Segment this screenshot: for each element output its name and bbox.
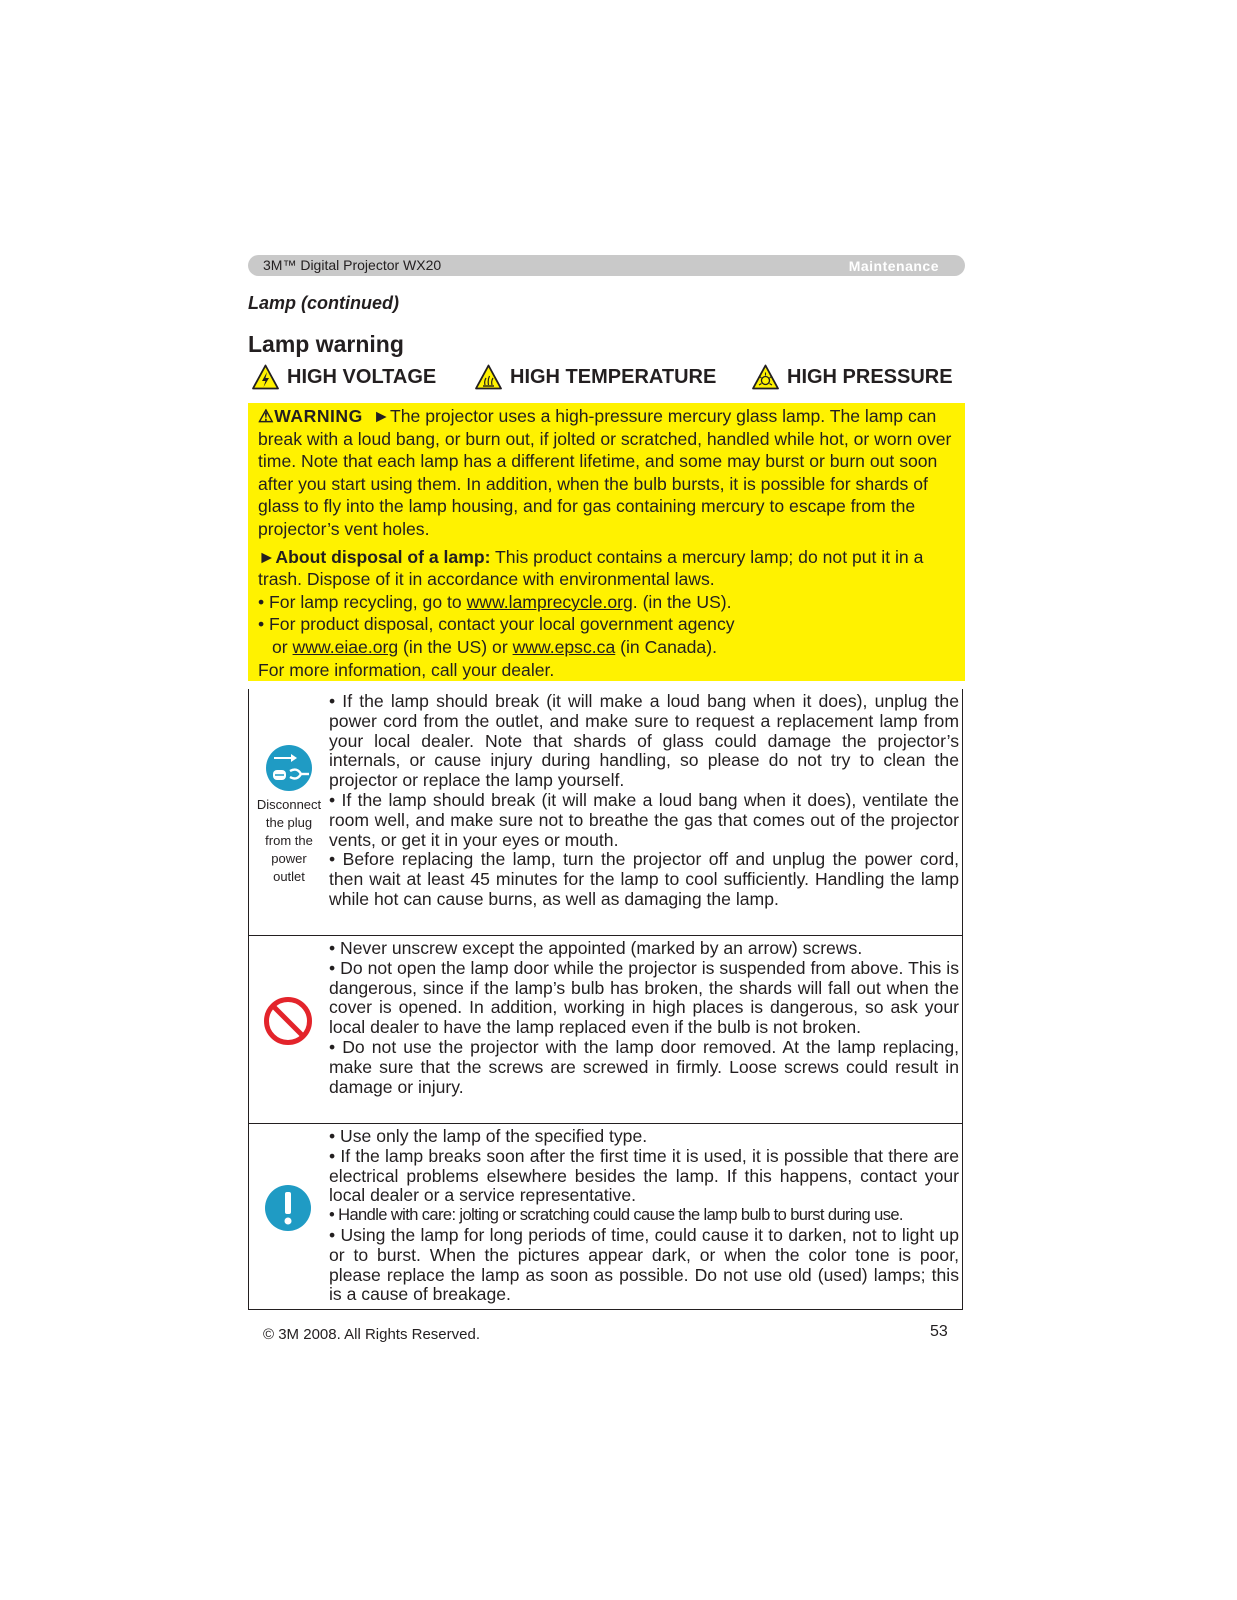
instructions-table	[248, 689, 963, 1310]
table-row-disconnect	[249, 689, 963, 936]
hazard-label: HIGH TEMPERATURE	[510, 365, 717, 388]
row-icon-cell	[249, 689, 329, 935]
row-text-cell	[329, 1127, 959, 1305]
eiae-link[interactable]: www.eiae.org	[292, 636, 399, 657]
disconnect-plug-icon	[265, 744, 313, 792]
disposal-label: ►About disposal of a lamp:	[258, 546, 491, 567]
list-item: • If the lamp breaks soon after the first time it is used, it is possible that there are electrical problems elsewhere besides the lamp. If this happens, contact your local dealer or a service representative.	[329, 1145, 959, 1206]
list-item: • Using the lamp for long periods of time, could cause it to darken, not to light up or to burst. When the pictures appear dark, or when the color tone is poor, please replace the lamp as soon as possible. Do not use old (used) lamps; this is a cause of breakage.	[329, 1224, 959, 1305]
list-item: • If the lamp should break (it will make a loud bang when it does), unplug the power cord from the outlet, and make sure to request a replacement lamp from your local dealer. Note that shards of glass could damage the projector’s internals, or cause injury during handling, so please do not try to clean the projector or replace the lamp yourself.	[329, 691, 959, 791]
or-prefix: or	[272, 636, 293, 657]
list-item: • Do not use the projector with the lamp door removed. At the lamp replacing, make sure that the screws are screwed in firmly. Loose screws could result in damage or injury.	[329, 1036, 959, 1097]
caption-line: outlet	[273, 869, 305, 884]
recycle-prefix: • For lamp recycling, go to	[258, 591, 467, 612]
warning-box	[248, 403, 965, 681]
section-name: Maintenance	[848, 258, 939, 274]
more-info-line: For more information, call your dealer.	[258, 659, 555, 680]
lamprecycle-link[interactable]: www.lamprecycle.org	[466, 591, 633, 612]
caption-line: the plug	[265, 815, 313, 830]
page-number: 53	[930, 1323, 948, 1340]
disconnect-caption	[249, 796, 329, 886]
warning-text: The projector uses a high-pressure mercury glass lamp. The lamp can break with a loud bang, or burn out, if jolted or scratched, handled while hot, or worn over time. Note that each lamp has a different lifetime, and some may burst or burn out soon after you start using them. In addition, when the bulb bursts, it is possible for shards of glass to fly into the lamp housing, and for gas containing mercury to escape from the projector’s vent holes.	[258, 406, 952, 539]
hazard-high-voltage	[252, 364, 436, 390]
epsc-link[interactable]: www.epsc.ca	[512, 636, 616, 657]
recycle-line	[258, 591, 955, 614]
warning-paragraph	[258, 405, 955, 541]
product-name: 3M™ Digital Projector WX20	[263, 257, 442, 273]
eiae-suffix: (in the US) or	[398, 636, 513, 657]
disposal-paragraph	[258, 546, 955, 591]
agency-links-line	[258, 636, 955, 659]
recycle-suffix: . (in the US).	[632, 591, 732, 612]
high-temperature-warning-icon	[475, 364, 502, 390]
caption-line: Disconnect	[256, 797, 322, 812]
page-title: Lamp warning	[248, 331, 404, 357]
row-icon-cell	[249, 1124, 329, 1310]
header-bar	[248, 255, 965, 276]
caption-line: from the	[265, 833, 313, 848]
prohibited-icon	[263, 996, 313, 1046]
table-row-caution	[249, 1124, 963, 1310]
section-subtitle: Lamp (continued)	[248, 293, 399, 313]
list-item: • Never unscrew except the appointed (marked by an arrow) screws.	[329, 938, 863, 958]
exclamation-icon	[264, 1184, 312, 1232]
list-item: • Do not open the lamp door while the projector is suspended from above. This is dangerous, since if the lamp’s bulb has broken, the shards will fall out when the cover is opened. In addition, working in high places is dangerous, so ask your local dealer to have the lamp replaced even if the bulb is not broken.	[329, 957, 959, 1038]
warning-label: ⚠WARNING	[258, 406, 363, 426]
list-item: • Before replacing the lamp, turn the projector off and unplug the power cord, then wait at least 45 minutes for the lamp to cool sufficiently. Handling the lamp while hot can cause burns, as well as damaging the lamp.	[329, 849, 959, 909]
row-text-cell	[329, 939, 959, 1097]
hazard-label: HIGH PRESSURE	[787, 365, 953, 388]
hazard-high-temperature	[475, 364, 716, 390]
epsc-suffix: (in Canada).	[615, 636, 717, 657]
list-item: • Use only the lamp of the specified type.	[329, 1126, 648, 1146]
hazard-high-pressure	[752, 364, 953, 390]
warning-arrow: ►	[372, 406, 391, 426]
disposal-text: This product contains a mercury lamp; do not put it in a trash. Dispose of it in accordance with environmental laws.	[258, 546, 924, 590]
hazard-label: HIGH VOLTAGE	[287, 365, 437, 388]
list-item: • Handle with care: jolting or scratching could cause the lamp bulb to burst during use.	[329, 1206, 903, 1225]
hazard-labels	[250, 364, 966, 394]
row-text-cell	[329, 692, 959, 910]
high-pressure-warning-icon	[752, 364, 779, 390]
high-voltage-warning-icon	[252, 364, 279, 390]
caption-line: power	[271, 851, 307, 866]
row-icon-cell	[249, 936, 329, 1123]
product-disposal-line: • For product disposal, contact your local government agency	[258, 614, 735, 635]
copyright: © 3M 2008. All Rights Reserved.	[263, 1326, 480, 1343]
table-row-prohibited	[249, 936, 963, 1124]
list-item: • If the lamp should break (it will make a loud bang when it does), ventilate the room well, and make sure not to breathe the gas that comes out of the projector vents, or get it in your eyes or mouth.	[329, 789, 959, 850]
